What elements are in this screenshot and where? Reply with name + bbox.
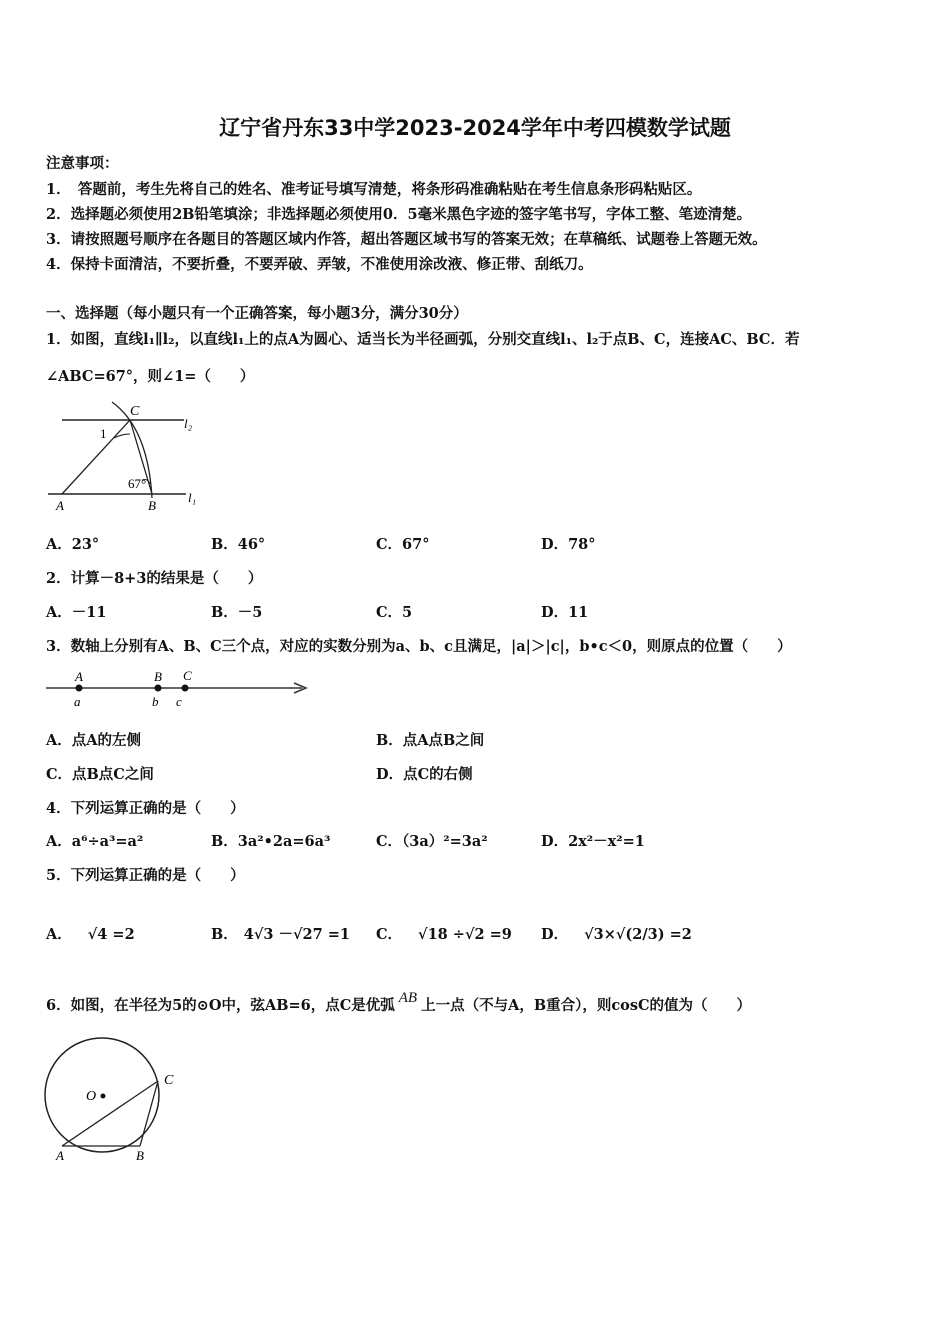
q6-stem (46, 990, 752, 1015)
point-A (76, 685, 83, 692)
q2-option-a[interactable]: A．－11 (46, 604, 107, 621)
q3-option-b[interactable]: B．点A点B之间 (376, 732, 485, 749)
q5-option-d[interactable] (541, 923, 692, 944)
label-l1: l₁ (188, 490, 197, 505)
label-B: B (148, 498, 156, 513)
q3-stem: 3．数轴上分别有A、B、C三个点，对应的实数分别为a、b、c且满足，|a|＞|c|，b•c＜0，则原点的位置（ ） (46, 638, 792, 655)
q4-option-a[interactable]: A．a⁶÷a³=a² (46, 833, 144, 850)
arc-AB: AB (398, 990, 418, 1006)
q4-option-b[interactable]: B．3a²•2a=6a³ (211, 833, 331, 850)
q5-option-a[interactable] (46, 923, 135, 944)
q6-figure (40, 1036, 182, 1164)
q3-option-a[interactable]: A．点A的左侧 (46, 732, 142, 749)
label-67: 67° (128, 476, 147, 491)
label-b: b (152, 694, 159, 709)
q1-option-c[interactable]: C．67° (376, 536, 430, 553)
q4-stem: 4．下列运算正确的是（ ） (46, 800, 245, 817)
option-expr: √18 ÷√2 =9 (418, 926, 512, 943)
page-title: 辽宁省丹东33中学2023-2024学年中考四模数学试题 (219, 116, 731, 140)
label-c: c (176, 694, 182, 709)
option-label: B． (211, 926, 238, 943)
q1-stem-line1: 1．如图，直线l₁∥l₂，以直线l₁上的点A为圆心、适当长为半径画弧，分别交直线l₁、l₂于点B、C，连接AC、BC．若 (46, 331, 800, 348)
point-B (155, 685, 162, 692)
segment-AC (62, 420, 130, 494)
option-label: C． (376, 926, 403, 943)
option-expr: √4 =2 (87, 926, 135, 943)
option-label: A． (46, 926, 72, 943)
label-A: A (75, 669, 83, 684)
notice-heading: 注意事项： (46, 155, 119, 172)
q1-option-a[interactable]: A．23° (46, 536, 100, 553)
q2-stem: 2．计算－8+3的结果是（ ） (46, 570, 263, 587)
q2-option-c[interactable]: C．5 (376, 604, 413, 621)
q1-option-d[interactable]: D．78° (541, 536, 596, 553)
label-C: C (183, 668, 192, 683)
q5-option-b[interactable] (211, 923, 350, 944)
label-A: A (56, 498, 64, 513)
q2-option-d[interactable]: D．11 (541, 604, 589, 621)
q1-stem-line2: ∠ABC=67°，则∠1=（ ） (46, 368, 255, 385)
notice-item: 2．选择题必须使用2B铅笔填涂；非选择题必须使用0．5毫米黑色字迹的签字笔书写，字体工整、笔迹清楚。 (46, 206, 752, 223)
option-expr: √3×√(2/3) =2 (584, 926, 692, 943)
section-heading: 一、选择题（每小题只有一个正确答案，每小题3分，满分30分） (46, 305, 468, 322)
q2-option-b[interactable]: B．－5 (211, 604, 263, 621)
q5-stem: 5．下列运算正确的是（ ） (46, 867, 245, 884)
q3-option-d[interactable]: D．点C的右侧 (376, 766, 473, 783)
label-angle1: 1 (100, 426, 107, 441)
q5-option-c[interactable] (376, 923, 512, 944)
option-expr: 4√3 －√27 =1 (243, 926, 351, 943)
q1-option-b[interactable]: B．46° (211, 536, 266, 553)
q6-stem-b: 上一点（不与A，B重合），则cosC的值为（ ） (421, 997, 752, 1014)
label-l2: l₂ (184, 416, 193, 431)
q4-option-d[interactable]: D．2x²－x²=1 (541, 833, 645, 850)
option-label: D． (541, 926, 569, 943)
notice-item: 4．保持卡面清洁，不要折叠，不要弄破、弄皱，不准使用涂改液、修正带、刮纸刀。 (46, 256, 593, 273)
label-B: B (136, 1148, 144, 1163)
q6-stem-a: 6．如图，在半径为5的⊙O中，弦AB=6，点C是优弧 (46, 997, 395, 1014)
notice-item: 3．请按照题号顺序在各题目的答题区域内作答，超出答题区域书写的答案无效；在草稿纸、试题卷上答题无效。 (46, 231, 767, 248)
chord-AC (62, 1081, 158, 1146)
label-A: A (56, 1148, 64, 1163)
q3-option-c[interactable]: C．点B点C之间 (46, 766, 154, 783)
label-C: C (164, 1073, 174, 1088)
label-C: C (130, 404, 140, 419)
notice-item: 1． 答题前，考生先将自己的姓名、准考证号填写清楚，将条形码准确粘贴在考生信息条形码粘贴区。 (46, 181, 702, 198)
label-O: O (86, 1089, 97, 1104)
point-C (182, 685, 189, 692)
q1-figure (44, 398, 204, 516)
label-a: a (74, 694, 81, 709)
q3-number-line (44, 666, 314, 712)
label-B: B (154, 669, 162, 684)
center-dot (101, 1094, 106, 1099)
q4-option-c[interactable]: C．（3a）²=3a² (376, 833, 488, 850)
